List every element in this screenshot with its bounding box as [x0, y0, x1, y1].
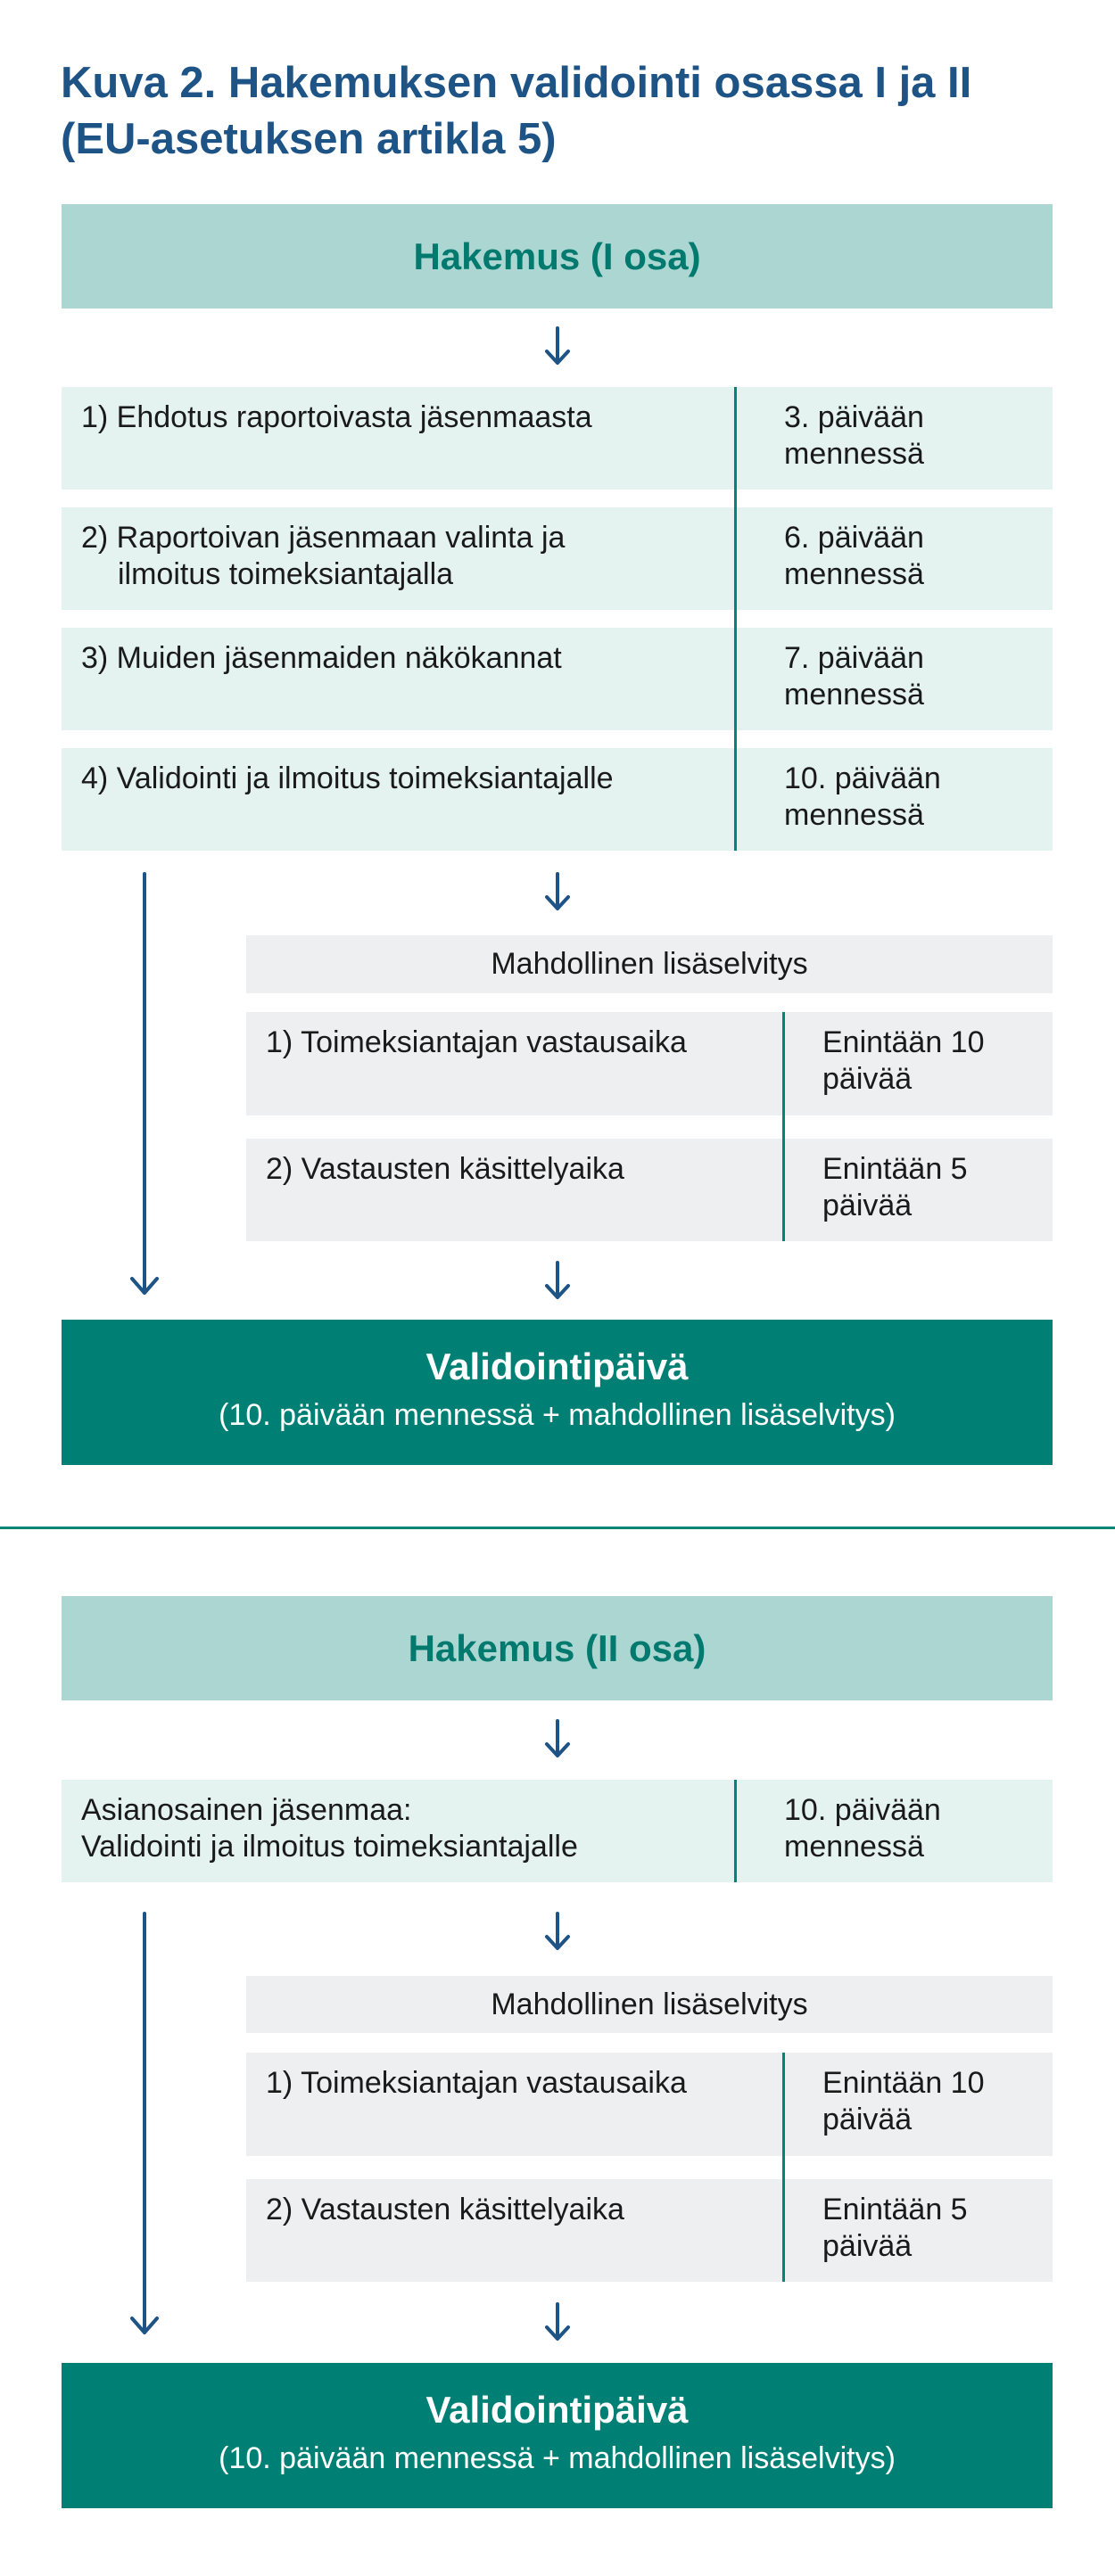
part1-step-4 — [62, 748, 1053, 851]
step-text: 2) Raportoivan jäsenmaan valinta ja ilmoitus toimeksiantajalla — [81, 521, 566, 591]
result-subtitle: (10. päivään mennessä + mahdollinen lisäselvitys) — [219, 2441, 896, 2475]
figure-title-line-2: (EU-asetuksen artikla 5) — [61, 115, 557, 163]
arrow-down-icon — [535, 1717, 580, 1760]
part1-result — [62, 1320, 1053, 1465]
step-deadline: 10. päivään mennessä — [784, 761, 941, 832]
figure-title — [61, 55, 1060, 168]
part2-clarification-item-2 — [246, 2179, 1053, 2282]
figure-title-line-1: Kuva 2. Hakemuksen validointi osassa I ja II — [61, 59, 972, 107]
part1-header: Hakemus (I osa) — [62, 204, 1053, 309]
step-text: 4) Validointi ja ilmoitus toimeksiantajalle — [81, 761, 614, 795]
limit-divider — [782, 1012, 785, 1241]
step-deadline: 7. päivään mennessä — [784, 641, 924, 712]
arrow-down-icon — [125, 1912, 164, 2340]
result-title: Validointipäivä — [425, 1346, 689, 1387]
part1-step-3 — [62, 628, 1053, 730]
clarification-limit: Enintään 5 päivää — [822, 1152, 968, 1222]
part2-clarification-item-1 — [246, 2053, 1053, 2156]
arrow-down-icon — [535, 1259, 580, 1302]
arrow-down-icon — [535, 2300, 580, 2343]
part1-clarification-item-2 — [246, 1139, 1053, 1241]
arrow-down-icon — [125, 872, 164, 1300]
step-text: 3) Muiden jäsenmaiden näkökannat — [81, 641, 562, 675]
clarification-text: 1) Toimeksiantajan vastausaika — [266, 2066, 687, 2100]
clarification-text: 2) Vastausten käsittelyaika — [266, 1152, 624, 1186]
clarification-limit: Enintään 10 päivää — [822, 1025, 985, 1096]
clarification-limit: Enintään 10 päivää — [822, 2066, 985, 2136]
result-title: Validointipäivä — [425, 2389, 689, 2431]
arrow-down-icon — [535, 325, 580, 367]
arrow-down-icon — [535, 870, 580, 913]
part2-clarification-header: Mahdollinen lisäselvitys — [246, 1976, 1053, 2033]
step-text: 1) Ehdotus raportoivasta jäsenmaasta — [81, 400, 592, 434]
limit-divider — [782, 2053, 785, 2282]
part1-step-1 — [62, 387, 1053, 490]
step-deadline: 3. päivään mennessä — [784, 400, 924, 471]
part2-result — [62, 2363, 1053, 2508]
part2-header: Hakemus (II osa) — [62, 1596, 1053, 1700]
deadline-divider — [734, 387, 737, 851]
clarification-text: 1) Toimeksiantajan vastausaika — [266, 1025, 687, 1059]
part2-step — [62, 1780, 1053, 1882]
step-deadline: 10. päivään mennessä — [784, 1793, 941, 1864]
step-text: Asianosainen jäsenmaa: Validointi ja ilmoitus toimeksiantajalle — [81, 1793, 578, 1864]
part1-clarification-item-1 — [246, 1012, 1053, 1115]
clarification-text: 2) Vastausten käsittelyaika — [266, 2193, 624, 2226]
part1-clarification-header: Mahdollinen lisäselvitys — [246, 935, 1053, 993]
step-deadline: 6. päivään mennessä — [784, 521, 924, 591]
section-separator — [0, 1527, 1115, 1529]
deadline-divider — [734, 1780, 737, 1882]
clarification-limit: Enintään 5 päivää — [822, 2193, 968, 2263]
arrow-down-icon — [535, 1910, 580, 1953]
result-subtitle: (10. päivään mennessä + mahdollinen lisäselvitys) — [219, 1398, 896, 1432]
part1-step-2 — [62, 507, 1053, 610]
